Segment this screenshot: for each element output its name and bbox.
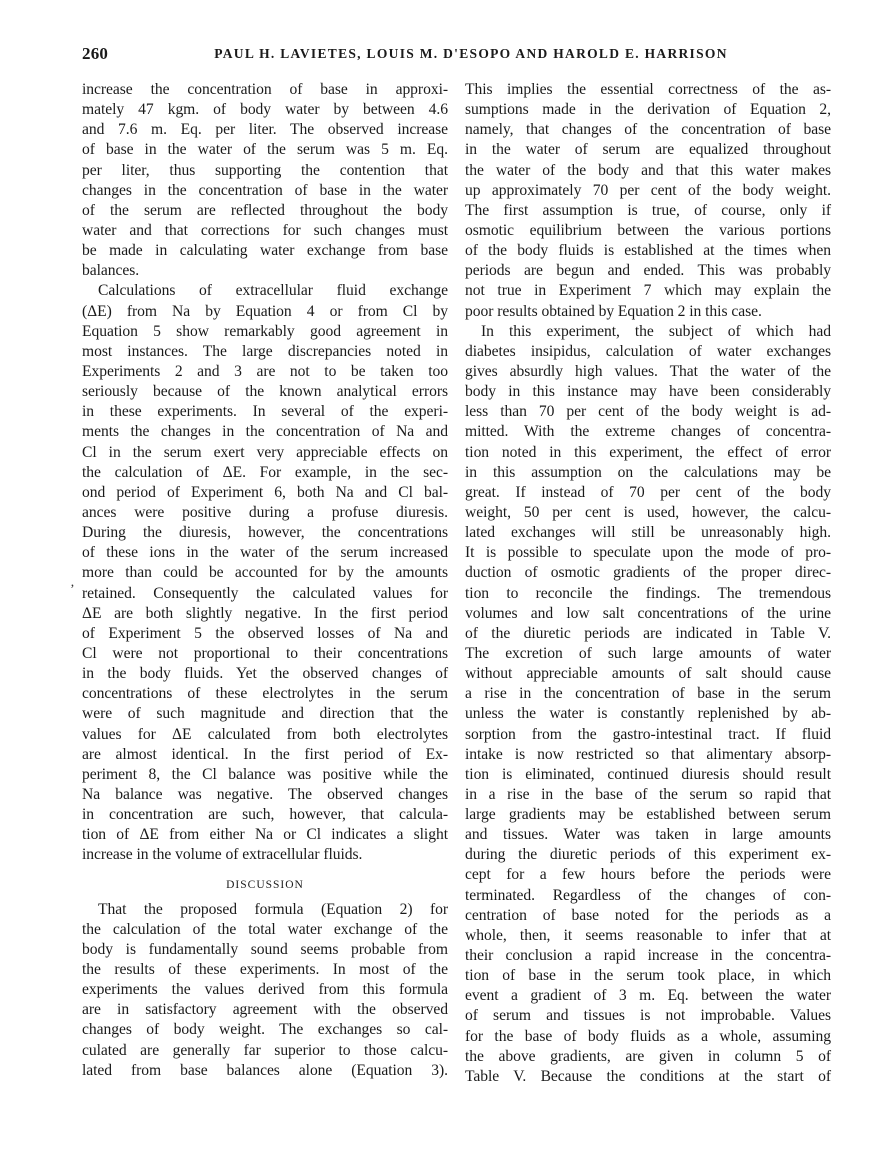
text-line: Na balance was negative. The observed changes <box>82 785 448 803</box>
text-line: tion of base in the serum took place, in which <box>465 967 831 985</box>
text-line: experiments the values derived from this formula <box>82 981 448 999</box>
text-line: culated are generally far superior to those calcu- <box>82 1041 448 1059</box>
text-line: That the proposed formula (Equation 2) for <box>98 900 448 918</box>
text-line: great. If instead of 70 per cent of the body <box>465 483 831 501</box>
text-line: intake is now restricted so that alimentary absorp- <box>465 745 831 763</box>
text-line: (ΔE) from Na by Equation 4 or from Cl by <box>82 302 448 320</box>
text-line: The excretion of such large amounts of water <box>465 644 831 662</box>
text-line: event a gradient of 3 m. Eq. between the water <box>465 987 831 1005</box>
text-line: in these experiments. In several of the experi- <box>82 403 448 421</box>
text-line: up approximately 70 per cent of the body weight. <box>465 181 831 199</box>
text-line: The first assumption is true, of course, only if <box>465 201 831 219</box>
text-line: whole, then, it seems reasonable to infer that at <box>465 926 831 944</box>
text-line: large gradients may be established between serum <box>465 806 831 824</box>
text-line: the water of the body and that this water makes <box>465 161 831 179</box>
text-line: Cl were not proportional to their concentrations <box>82 644 448 662</box>
text-line: Cl in the serum exert very appreciable effects on <box>82 443 448 461</box>
text-line: mately 47 kgm. of body water by between 4.6 <box>82 101 448 119</box>
text-line: tion noted in this experiment, the effect of error <box>465 443 831 461</box>
text-line: seriously because of the known analytical errors <box>82 383 448 401</box>
paragraph <box>82 80 448 281</box>
text-line: osmotic equilibrium between the various portions <box>465 221 831 239</box>
text-line: without appreciable amounts of salt should cause <box>465 665 831 683</box>
text-line: in the water of serum are equalized throughout <box>465 141 831 159</box>
text-line: volumes and low salt concentrations of the urine <box>465 604 831 622</box>
text-line: retained. Consequently the calculated values for <box>82 584 448 602</box>
text-line: in this assumption on the calculations may be <box>465 463 831 481</box>
text-line: weight, 50 per cent is used, however, the calcu- <box>465 503 831 521</box>
text-line: tion to reconcile the findings. The tremendous <box>465 584 831 602</box>
text-line: tion is eliminated, continued diuresis should result <box>465 765 831 783</box>
text-line: more than could be accounted for by the amounts <box>82 564 448 582</box>
text-line: ΔE are both slightly negative. In the first period <box>82 604 448 622</box>
running-head-authors: PAUL H. LAVIETES, LOUIS M. D'ESOPO AND HAROLD E. HARRISON <box>214 46 728 61</box>
text-line: and 7.6 m. Eq. per liter. The observed increase <box>82 121 448 139</box>
text-line: Table V. Because the conditions at the start of <box>465 1067 831 1085</box>
text-line: the calculation of the total water exchange of the <box>82 920 448 938</box>
left-column <box>82 80 448 1081</box>
text-line: ances were positive during a profuse diuresis. <box>82 503 448 521</box>
text-line: of the diuretic periods are indicated in Table V. <box>465 624 831 642</box>
text-line: sorption from the gastro-intestinal tract. If fluid <box>465 725 831 743</box>
text-line: a rise in the concentration of base in the serum <box>465 685 831 703</box>
text-line: in the body fluids. Yet the observed changes of <box>82 665 448 683</box>
text-line: in a rise in the base of the serum so rapid that <box>465 785 831 803</box>
text-line: ments the changes in the concentration of Na and <box>82 423 448 441</box>
running-head <box>82 44 830 66</box>
text-line: are almost identical. In the first period of Ex- <box>82 745 448 763</box>
paragraph <box>465 80 831 322</box>
paragraph <box>82 281 448 865</box>
text-line: for the base of body fluids as a whole, assuming <box>465 1027 831 1045</box>
text-line: balances. <box>82 262 140 280</box>
text-line: diabetes insipidus, calculation of water exchanges <box>465 342 831 360</box>
text-line: per liter, thus supporting the contention that <box>82 161 448 179</box>
text-line: It is possible to speculate upon the mode of pro- <box>465 544 831 562</box>
text-line: terminated. Regardless of the changes of con- <box>465 886 831 904</box>
paragraph <box>465 322 831 1087</box>
text-line: during the diuretic periods of this experiment ex- <box>465 846 831 864</box>
text-line: the above gradients, are given in column 5 of <box>465 1047 831 1065</box>
margin-mark: ‚ <box>70 575 75 590</box>
text-line: concentrations of these electrolytes in the serum <box>82 685 448 703</box>
text-line: less than 70 per cent of the body weight is ad- <box>465 403 831 421</box>
text-line: body in this instance may have been considerably <box>465 383 831 401</box>
right-column <box>465 80 831 1087</box>
text-line: in concentration are such, however, that calcula- <box>82 806 448 824</box>
text-line: are in satisfactory agreement with the observed <box>82 1001 448 1019</box>
text-line: of these ions in the water of the serum increased <box>82 544 448 562</box>
text-line: increase in the volume of extracellular fluids. <box>82 846 363 864</box>
text-line: centration of base noted for the periods as a <box>465 906 831 924</box>
text-line: gives absurdly high values. That the water of the <box>465 362 831 380</box>
text-line: ond period of Experiment 6, both Na and Cl bal- <box>82 483 448 501</box>
paragraph <box>82 900 448 1081</box>
text-line: of serum and tissues is not improbable. Values <box>465 1007 831 1025</box>
text-line: most instances. The large discrepancies noted in <box>82 342 448 360</box>
text-line: During the diuresis, however, the concentrations <box>82 524 448 542</box>
text-line: poor results obtained by Equation 2 in this case. <box>465 302 762 320</box>
page-number: 260 <box>82 44 109 63</box>
text-line: cept for a few hours before the periods were <box>465 866 831 884</box>
text-line: duction of osmotic gradients of the proper direc- <box>465 564 831 582</box>
section-heading-discussion: DISCUSSION <box>226 879 304 892</box>
text-line: the results of these experiments. In most of the <box>82 961 448 979</box>
text-line: Calculations of extracellular fluid exchange <box>98 282 448 300</box>
text-line: their conclusion a rapid increase in the concentra- <box>465 947 831 965</box>
text-line: of Experiment 5 the observed losses of Na and <box>82 624 448 642</box>
text-line: In this experiment, the subject of which had <box>481 322 831 340</box>
text-line: the calculation of ΔE. For example, in the sec- <box>82 463 448 481</box>
text-line: periods are begun and ended. This was probably <box>465 262 831 280</box>
text-line: lated from base balances alone (Equation 3). <box>82 1061 448 1079</box>
text-line: increase the concentration of base in approxi- <box>82 81 448 98</box>
text-line: not true in Experiment 7 which may explain the <box>465 282 831 300</box>
text-line: sumptions made in the derivation of Equation 2, <box>465 101 831 119</box>
text-line: unless the water is constantly replenished by ab- <box>465 705 831 723</box>
text-line: lated exchanges will still be unreasonably high. <box>465 524 831 542</box>
text-line: This implies the essential correctness of the as- <box>465 81 831 98</box>
text-line: body is fundamentally sound seems probable from <box>82 940 448 958</box>
text-line: periment 8, the Cl balance was positive while the <box>82 765 448 783</box>
text-line: water and that corrections for such changes must <box>82 221 448 239</box>
text-line: changes in the concentration of base in the water <box>82 181 448 199</box>
text-line: of base in the water of the serum was 5 m. Eq. <box>82 141 448 159</box>
text-line: and tissues. Water was taken in large amounts <box>465 826 831 844</box>
text-line: values for ΔE calculated from both electrolytes <box>82 725 448 743</box>
text-line: Equation 5 show remarkably good agreement in <box>82 322 448 340</box>
text-line: of the serum are reflected throughout the body <box>82 201 448 219</box>
text-line: tion of ΔE from either Na or Cl indicates a slight <box>82 826 448 844</box>
text-line: mitted. With the extreme changes of concentra- <box>465 423 831 441</box>
text-line: be made in calculating water exchange from base <box>82 242 448 260</box>
text-line: Experiments 2 and 3 are not to be taken too <box>82 362 448 380</box>
text-line: were of such magnitude and direction that the <box>82 705 448 723</box>
text-line: namely, that changes of the concentration of base <box>465 121 831 139</box>
text-line: of the body fluids is established at the times when <box>465 242 831 260</box>
text-line: changes of body weight. The exchanges so cal- <box>82 1021 448 1039</box>
